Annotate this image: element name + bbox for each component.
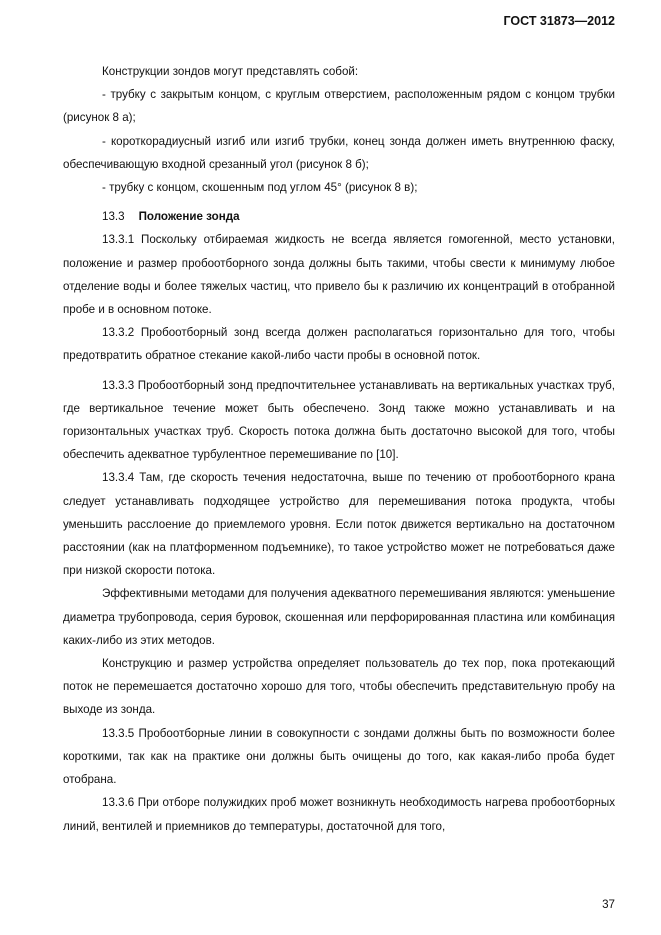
page-number: 37	[602, 898, 615, 911]
paragraph: 13.3.3 Пробоотборный зонд предпочтительнее устанавливать на вертикальных участках труб, где вертикальное течение может быть обеспечено. Зонд также можно устанавливать и на горизонтальных участках труб. Скорость потока должна быть достаточно высокой для того, чтобы обеспечить адекватное турбулентное перемешивание по [10].	[63, 378, 615, 462]
section-number: 13.3	[102, 210, 125, 224]
list-item: - короткорадиусный изгиб или изгиб трубки, конец зонда должен иметь внутреннюю фаску, обеспечивающую входной срезанный угол (рисунок 8 б);	[63, 134, 615, 171]
paragraph: 13.3.2 Пробоотборный зонд всегда должен располагаться горизонтально для того, чтобы предотвратить обратное стекание какой-либо части пробы в основной поток.	[63, 326, 615, 363]
paragraph: Эффективными методами для получения адекватного перемешивания являются: уменьшение диаметра трубопровода, серия буровок, скошенная или перфорированная пластина или комбинация каких-либо из этих методов.	[63, 587, 616, 647]
paragraph: 13.3.4 Там, где скорость течения недостаточна, выше по течению от пробоотборного крана следует устанавливать подходящее устройство для перемешивания потока продукта, чтобы уменьшить расслоение до приемлемого уровня. Если поток движется вертикально на достаточном расстоянии (как на платформенном подъемнике), то такое устройство может не потребоваться даже при низкой скорости потока.	[63, 471, 615, 578]
paragraph: Конструкции зондов могут представлять собой:	[102, 65, 359, 78]
paragraph: 13.3.1 Поскольку отбираемая жидкость не всегда является гомогенной, место установки, положение и размер пробоотборного зонда должны быть такими, чтобы свести к минимуму любое отделение воды и более тяжелых частиц, что привело бы к различию их концентраций в отобранной пробе и в основном потоке.	[63, 233, 615, 317]
list-item: - трубку с закрытым концом, с круглым отверстием, расположенным рядом с концом трубки (рисунок 8 а);	[63, 88, 615, 125]
list-item: - трубку с концом, скошенным под углом 45° (рисунок 8 в);	[102, 181, 418, 195]
section-heading	[63, 205, 615, 228]
document-body	[63, 60, 615, 838]
paragraph: 13.3.5 Пробоотборные линии в совокупности с зондами должны быть по возможности более короткими, так как на практике они должны быть очищены до того, как какая-либо проба будет отобрана.	[63, 726, 615, 787]
paragraph: 13.3.6 При отборе полужидких проб может возникнуть необходимость нагрева пробоотборных линий, вентилей и приемников до температуры, достаточной для того,	[63, 796, 615, 833]
section-title: Положение зонда	[138, 210, 240, 224]
paragraph: Конструкцию и размер устройства определяет пользователь до тех пор, пока протекающий поток не перемешается достаточно хорошо для того, чтобы обеспечить представительную пробу на выходе из зонда.	[63, 657, 615, 717]
document-header: ГОСТ 31873—2012	[503, 14, 615, 28]
